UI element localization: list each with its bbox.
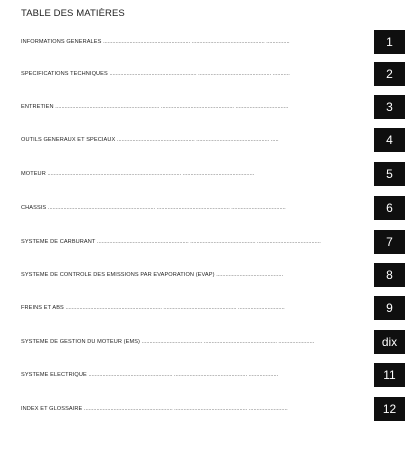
entry-label: INDEX ET GLOSSAIRE	[21, 406, 83, 412]
entry-label: SYSTÈME DE GESTION DU MOTEUR (EMS)	[21, 339, 141, 345]
entry-label: SPÉCIFICATIONS TECHNIQUES	[21, 71, 108, 77]
entry-label: OUTILS GÉNÉRAUX ET SPÉCIAUX	[21, 137, 116, 143]
dot-leader: .................................................. ............................................... .....	[116, 137, 279, 143]
entry-text	[21, 39, 290, 45]
dot-leader: .............................................................. ............................................... ..............................	[65, 305, 285, 311]
entry-text	[21, 272, 283, 278]
dot-leader: ....................................... ............................................... .......................	[141, 339, 315, 345]
entry-text	[21, 137, 279, 143]
section-number-box: 11	[374, 363, 405, 387]
entry-label: INFORMATIONS GÉNÉRALES	[21, 39, 102, 45]
entry-label: CHÂSSIS	[21, 205, 47, 211]
section-number-box: 4	[374, 128, 405, 152]
dot-leader: ........................................................... .......................................... .........................................	[96, 239, 321, 245]
entry-label: FREINS ET ABS	[21, 305, 64, 311]
entry-label: SYSTÈME ÉLECTRIQUE	[21, 372, 87, 378]
entry-text	[21, 71, 290, 77]
dot-leader: ......................................................... ............................................... .........................	[84, 406, 288, 412]
toc-entry-general-information[interactable]	[0, 30, 416, 54]
dot-leader: ........................................................ ............................................... ...............	[103, 39, 290, 45]
dot-leader: ..................................................................... ............................................... ...................................	[47, 205, 286, 211]
toc-entry-technical-specifications[interactable]	[0, 62, 416, 86]
entry-text	[21, 171, 254, 177]
page-title: TABLE DES MATIÈRES	[21, 8, 125, 19]
entry-text	[21, 305, 285, 311]
dot-leader: ...................................................................................... ..............................................	[47, 171, 255, 177]
toc-entry-evap-emissions-control[interactable]	[0, 263, 416, 287]
section-number-box: 8	[374, 263, 405, 287]
section-number-box: 3	[374, 95, 405, 119]
entry-label: SYSTÈME DE CARBURANT	[21, 239, 96, 245]
dot-leader: ...................................................... ............................................... ...................	[88, 372, 279, 378]
entry-text	[21, 339, 314, 345]
section-number-box: 7	[374, 230, 405, 254]
entry-label: SYSTÈME DE CONTRÔLE DES ÉMISSIONS PAR ÉVAPORATION (EVAP)	[21, 272, 215, 278]
entry-text	[21, 104, 288, 110]
entry-label: ENTRETIEN	[21, 104, 54, 110]
entry-text	[21, 205, 286, 211]
toc-entry-fuel-system[interactable]	[0, 230, 416, 254]
dot-leader: ................................................................... ............................................... ..................................	[55, 104, 289, 110]
toc-entry-engine[interactable]	[0, 162, 416, 186]
section-number-box: 5	[374, 162, 405, 186]
toc-entry-electrical-system[interactable]	[0, 363, 416, 387]
section-number-box: 2	[374, 62, 405, 86]
section-number-box: 9	[374, 296, 405, 320]
toc-entry-general-and-special-tools[interactable]	[0, 128, 416, 152]
toc-entry-brakes-and-abs[interactable]	[0, 296, 416, 320]
section-number-box: 6	[374, 196, 405, 220]
dot-leader: ...........................................	[216, 272, 284, 278]
toc-entry-engine-management-system[interactable]	[0, 330, 416, 354]
section-number-box: 12	[374, 397, 405, 421]
toc-entry-maintenance[interactable]	[0, 95, 416, 119]
entry-label: MOTEUR	[21, 171, 46, 177]
dot-leader: ........................................................ ............................................... ...........	[109, 71, 290, 77]
entry-text	[21, 239, 321, 245]
toc-entry-chassis[interactable]	[0, 196, 416, 220]
section-number-box: 1	[374, 30, 405, 54]
section-number-box: dix	[374, 330, 405, 354]
toc-entry-index-and-glossary[interactable]	[0, 397, 416, 421]
entry-text	[21, 406, 288, 412]
entry-text	[21, 372, 278, 378]
